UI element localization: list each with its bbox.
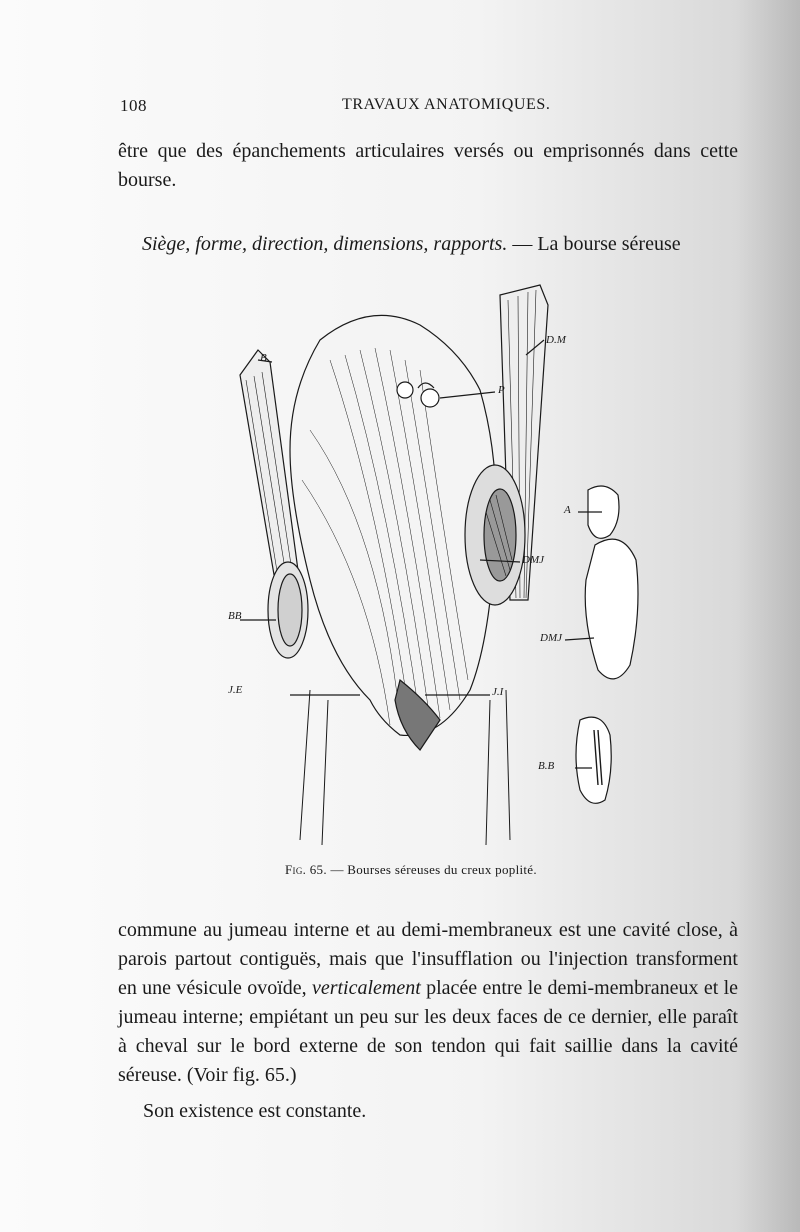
paragraph-1: être que des épanchements articulaires versés ou emprisonnés dans cette bourse. bbox=[118, 140, 738, 191]
label-dmj-2: DMJ bbox=[540, 632, 562, 644]
paragraph-3 bbox=[118, 916, 738, 1090]
label-bb-2: B.B bbox=[538, 760, 555, 772]
label-dmj: DMJ bbox=[522, 554, 544, 566]
section-heading-italic: Siège, forme, direction, dimensions, rapports. bbox=[142, 233, 508, 255]
running-title: TRAVAUX ANATOMIQUES. bbox=[342, 96, 551, 113]
page-number: 108 bbox=[120, 96, 147, 115]
paragraph-2-rest: — La bourse séreuse bbox=[507, 233, 681, 255]
label-p: P bbox=[498, 384, 505, 396]
label-bb: BB bbox=[228, 610, 242, 622]
label-b: B bbox=[260, 352, 267, 364]
label-a: A bbox=[564, 504, 571, 516]
piece-dmj-shape bbox=[585, 539, 638, 679]
page-header bbox=[120, 96, 735, 120]
paragraph-3-a: commune au jumeau interne et au demi-membraneux est une cavité close, à parois partout contiguës, mais que l'insufflation ou l'injection transforment en une vésicule ovoïde, bbox=[118, 919, 738, 999]
caption-prefix: Fig. 65. bbox=[285, 862, 327, 877]
label-dm: D.M bbox=[546, 334, 566, 346]
anatomical-figure bbox=[210, 280, 660, 870]
figure-drawing bbox=[210, 280, 660, 870]
paragraph-4: Son existence est constante. bbox=[143, 1100, 367, 1122]
label-je: J.E bbox=[228, 684, 243, 696]
caption-text: — Bourses séreuses du creux poplité. bbox=[326, 862, 537, 877]
paragraph-3-b: placée entre le demi-membraneux et le jumeau interne; empiétant un peu sur les deux faces de ce dernier, elle paraît à cheval sur le bord externe de son tendon qui fait saillie dans la cavité séreuse. (Voir fig. 65.) bbox=[118, 977, 738, 1086]
figure-caption bbox=[285, 862, 585, 878]
label-ji: J.I bbox=[492, 686, 504, 698]
paragraph-3-italic: verticalement bbox=[311, 977, 421, 999]
paragraph-2 bbox=[118, 230, 738, 259]
